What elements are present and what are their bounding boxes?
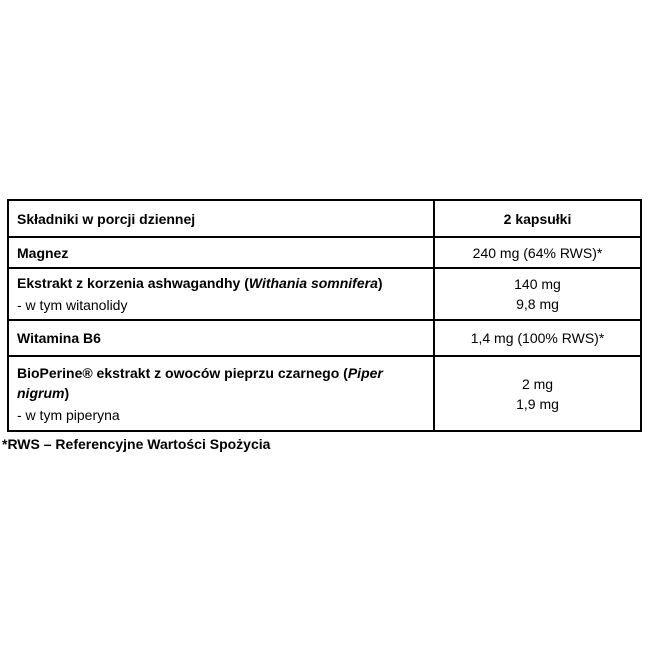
ingredient-name-suffix: ) <box>377 275 383 291</box>
ingredient-latin-name: Withania somnifera <box>248 275 378 291</box>
ingredient-subitem-amount: 9,8 mg <box>516 296 559 312</box>
ingredient-name-suffix: ) <box>64 384 70 401</box>
ingredient-name-text: BioPerine® ekstrakt z owoców pieprzu czarnego ( <box>17 364 348 381</box>
ingredient-amount: 240 mg (64% RWS)* <box>472 244 603 261</box>
ingredient-name-text: Ekstrakt z korzenia ashwagandhy ( <box>17 275 249 291</box>
ingredient-subitem: - w tym piperyna <box>17 406 120 423</box>
row-ashwagandha <box>8 268 641 320</box>
ingredient-latin-name-line1: Piper <box>347 364 383 381</box>
supplement-facts-panel <box>7 199 642 432</box>
serving-column-header: 2 kapsułki <box>434 200 641 237</box>
ingredient-subitem-amount: 1,9 mg <box>516 395 559 412</box>
ingredient-name: Witamina B6 <box>17 330 101 346</box>
ingredient-amount: 1,4 mg (100% RWS)* <box>470 330 605 346</box>
rws-footnote: *RWS – Referencyjne Wartości Spożycia <box>2 436 271 452</box>
ingredient-subitem: - w tym witanolidy <box>17 297 128 313</box>
ingredient-amount: 140 mg <box>514 276 561 292</box>
supplement-facts-table <box>7 199 642 432</box>
ingredient-amount: 2 mg <box>521 375 554 392</box>
ingredient-latin-name-line2: nigrum <box>17 384 65 401</box>
table-header-row <box>8 200 641 237</box>
ingredient-name: Magnez <box>17 244 69 261</box>
row-witamina-b6 <box>8 320 641 356</box>
ingredient-name <box>17 273 421 293</box>
row-magnez <box>8 237 641 268</box>
row-bioperine <box>8 356 641 431</box>
ingredients-column-header: Składniki w porcji dziennej <box>8 200 434 237</box>
ingredient-name <box>17 363 421 403</box>
